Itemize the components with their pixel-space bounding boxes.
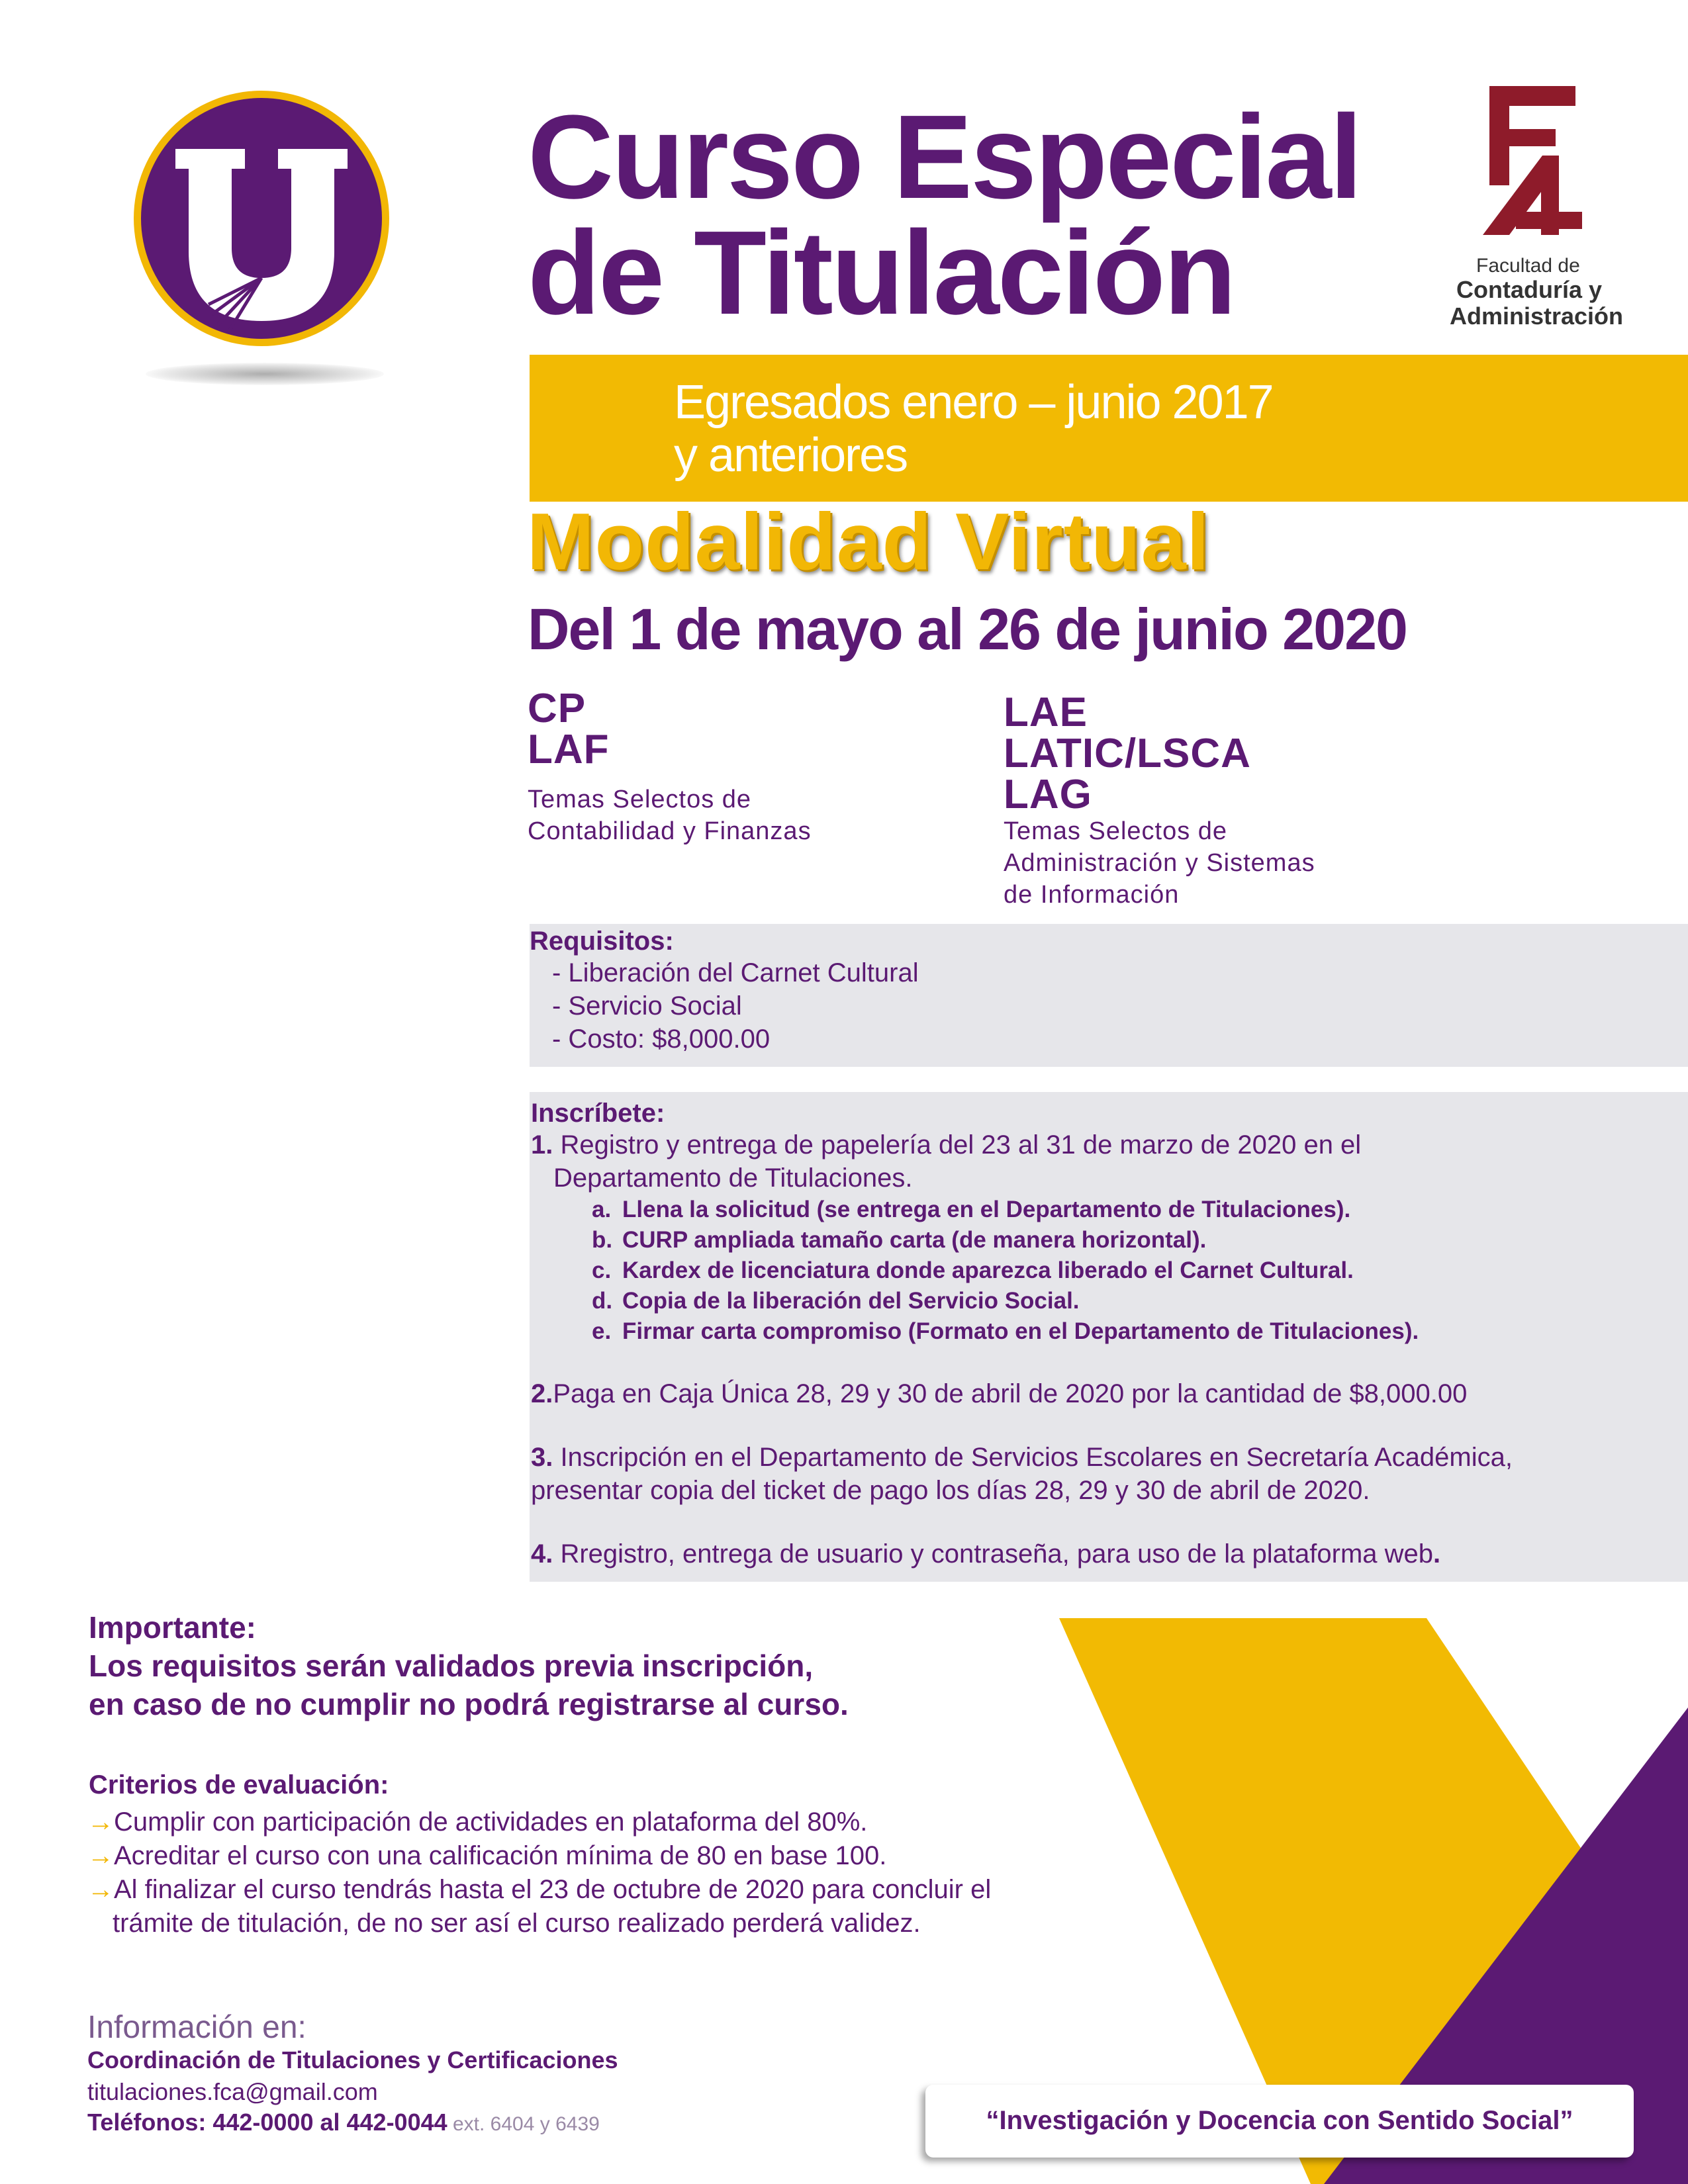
criterio-item — [87, 1839, 991, 1873]
dates-heading: Del 1 de mayo al 26 de junio 2020 — [528, 596, 1407, 662]
sub-item-letter: d. — [592, 1288, 613, 1314]
step-4-text: Rregistro, entrega de usuario y contraseña, para uso de la plataforma web — [553, 1539, 1434, 1569]
modalidad-heading: Modalidad Virtual — [527, 496, 1210, 586]
sub-item-text: Kardex de licenciatura donde aparezca liberado el Carnet Cultural. — [622, 1257, 1354, 1283]
step-4-end: . — [1433, 1539, 1441, 1569]
phone-extensions: ext. 6404 y 6439 — [447, 2113, 600, 2135]
criterio-text: Al finalizar el curso tendrás hasta el 23 de octubre de 2020 para concluir el — [114, 1875, 992, 1904]
step-1-number: 1. — [531, 1130, 553, 1160]
step-4-number: 4. — [531, 1539, 553, 1569]
sub-item-text: Copia de la liberación del Servicio Social. — [622, 1288, 1080, 1314]
contact-phones — [87, 2109, 600, 2136]
requisito-item: - Liberación del Carnet Cultural — [552, 958, 919, 987]
title-line-1: Curso Especial — [528, 91, 1361, 224]
coordination-name: Coordinación de Titulaciones y Certificaciones — [87, 2046, 618, 2073]
step-2-number: 2. — [531, 1379, 553, 1408]
arrow-right-icon: → — [87, 1841, 114, 1870]
faculty-line-1: Facultad de — [1476, 255, 1580, 277]
program-desc-line-2: Administración y Sistemas — [1004, 849, 1315, 877]
criterios-list — [87, 1805, 991, 1940]
requisitos-heading: Requisitos: — [530, 927, 674, 956]
faculty-line-2: Contaduría y — [1456, 276, 1603, 303]
sub-item-letter: b. — [592, 1227, 613, 1253]
step-1-continued: Departamento de Titulaciones. — [553, 1163, 913, 1193]
title-line-2: de Titulación — [528, 206, 1235, 340]
criterios-heading: Criterios de evaluación: — [89, 1770, 389, 1799]
phones-label: Teléfonos: 442-0000 al 442-0044 — [87, 2109, 447, 2136]
importante-line-2: en caso de no cumplir no podrá registrarse al curso. — [89, 1687, 849, 1721]
sub-item-text: CURP ampliada tamaño carta (de manera horizontal). — [622, 1227, 1207, 1253]
criterio-item — [87, 1805, 991, 1839]
arrow-right-icon: → — [87, 1875, 114, 1904]
requisito-item: - Servicio Social — [552, 991, 742, 1021]
step-3-number: 3. — [531, 1443, 553, 1472]
band-line-1: Egresados enero – junio 2017 — [674, 376, 1273, 429]
faculty-line-3: Administración — [1450, 302, 1624, 330]
program-code-cp: CP — [528, 686, 586, 731]
criterio-item — [87, 1873, 991, 1907]
arrow-right-icon: → — [87, 1807, 114, 1837]
criterio-text: Acreditar el curso con una calificación mínima de 80 en base 100. — [114, 1841, 887, 1870]
step-3-continued: presentar copia del ticket de pago los días 28, 29 y 30 de abril de 2020. — [531, 1476, 1370, 1505]
step-1-text: Registro y entrega de papelería del 23 al 31 de marzo de 2020 en el — [553, 1130, 1362, 1160]
inscribete-heading: Inscríbete: — [531, 1099, 665, 1128]
criterio-item-continued: trámite de titulación, de no ser así el curso realizado perderá validez. — [113, 1909, 921, 1938]
importante-section — [89, 1608, 849, 1723]
info-label: Información en: — [87, 2010, 306, 2045]
program-code-laf: LAF — [528, 727, 610, 772]
program-desc-line-1: Temas Selectos de — [1004, 817, 1228, 845]
program-code-lag: LAG — [1004, 772, 1092, 817]
criterio-text: Cumplir con participación de actividades en plataforma del 80%. — [114, 1807, 868, 1837]
program-code-lae: LAE — [1004, 690, 1088, 735]
program-desc-line-1: Temas Selectos de — [528, 786, 752, 813]
sub-item-letter: e. — [592, 1318, 612, 1344]
sub-item-text: Firmar carta compromiso (Formato en el Departamento de Titulaciones). — [622, 1318, 1419, 1344]
motto-text: “Investigación y Docencia con Sentido Social” — [986, 2106, 1573, 2135]
importante-heading: Importante: — [89, 1610, 256, 1645]
requisito-item: - Costo: $8,000.00 — [552, 1024, 771, 1054]
program-desc-line-2: Contabilidad y Finanzas — [528, 817, 812, 845]
program-code-latic: LATIC/LSCA — [1004, 731, 1251, 776]
contact-email[interactable]: titulaciones.fca@gmail.com — [87, 2078, 378, 2105]
band-line-2: y anteriores — [674, 429, 908, 482]
importante-line-1: Los requisitos serán validados previa inscripción, — [89, 1649, 814, 1683]
sub-item-text: Llena la solicitud (se entrega en el Departamento de Titulaciones). — [622, 1197, 1351, 1222]
sub-item-letter: c. — [592, 1257, 612, 1283]
program-desc-line-3: de Información — [1004, 881, 1180, 909]
sub-item-letter: a. — [592, 1197, 612, 1222]
step-3-text: Inscripción en el Departamento de Servicios Escolares en Secretaría Académica, — [553, 1443, 1513, 1472]
step-2-text: Paga en Caja Única 28, 29 y 30 de abril de 2020 por la cantidad de $8,000.00 — [553, 1379, 1468, 1408]
